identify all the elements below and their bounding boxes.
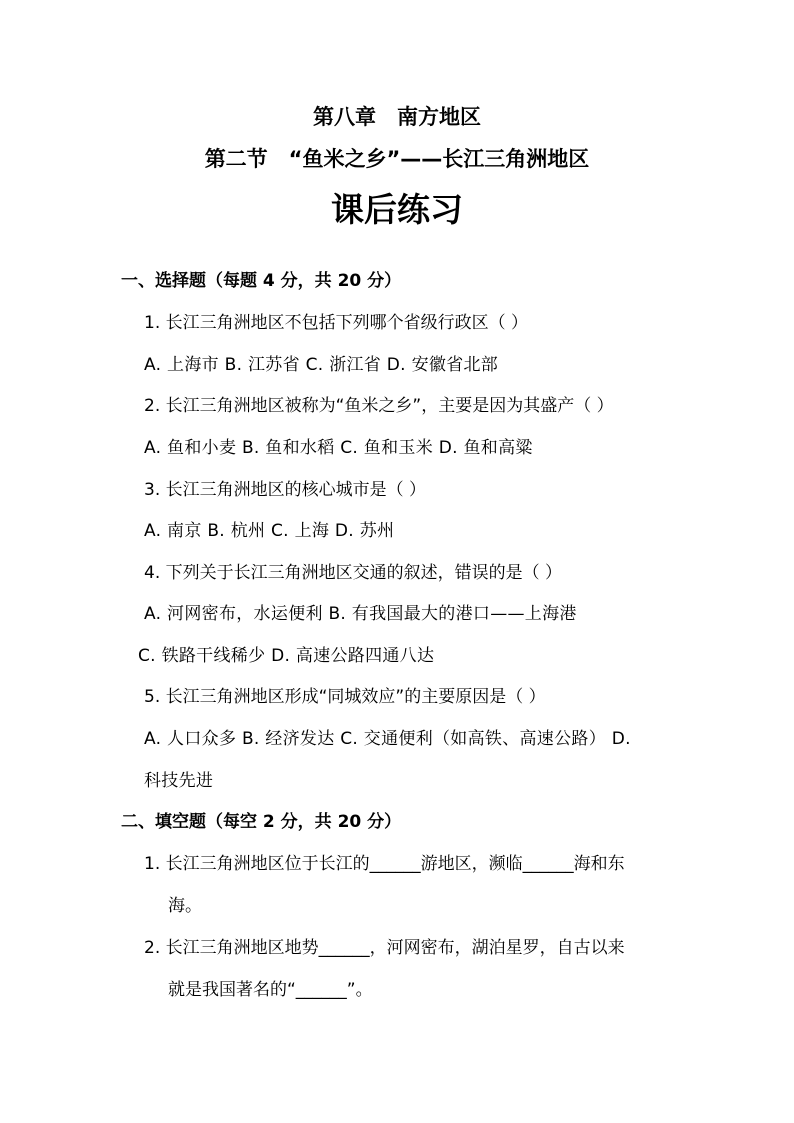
question-4-stem: 4. 下列关于长江三角洲地区交通的叙述，错误的是（ ） (144, 563, 563, 583)
part1-heading: 一、选择题（每题 4 分，共 20 分） (121, 271, 402, 291)
fill-question-1-line2: 海。 (168, 896, 202, 916)
fill-question-1-line1: 1. 长江三角洲地区位于长江的______游地区，濒临______海和东 (144, 854, 625, 874)
fill-question-2-line2: 就是我国著名的“______”。 (168, 980, 373, 1000)
question-5-options-line2: 科技先进 (144, 771, 214, 791)
question-1-stem: 1. 长江三角洲地区不包括下列哪个省级行政区（ ） (144, 313, 529, 333)
chapter-title: 第八章 南方地区 (313, 105, 481, 129)
question-5-stem: 5. 长江三角洲地区形成“同城效应”的主要原因是（ ） (144, 687, 546, 707)
question-4-options-line1: A. 河网密布，水运便利 B. 有我国最大的港口——上海港 (144, 604, 577, 624)
page-title: 课后练习 (331, 190, 463, 229)
question-1-options: A. 上海市 B. 江苏省 C. 浙江省 D. 安徽省北部 (144, 355, 499, 375)
question-2-options: A. 鱼和小麦 B. 鱼和水稻 C. 鱼和玉米 D. 鱼和高粱 (144, 438, 533, 458)
question-3-options: A. 南京 B. 杭州 C. 上海 D. 苏州 (144, 521, 395, 541)
question-2-stem: 2. 长江三角洲地区被称为“鱼米之乡”，主要是因为其盛产（ ） (144, 396, 614, 416)
question-3-stem: 3. 长江三角洲地区的核心城市是（ ） (144, 480, 427, 500)
question-5-options-line1: A. 人口众多 B. 经济发达 C. 交通便利（如高铁、高速公路） D. (144, 729, 631, 749)
question-4-options-line2: C. 铁路干线稀少 D. 高速公路四通八达 (138, 646, 435, 666)
section-title: 第二节 “鱼米之乡”——长江三角洲地区 (204, 147, 590, 171)
part2-heading: 二、填空题（每空 2 分，共 20 分） (121, 812, 402, 832)
fill-question-2-line1: 2. 长江三角洲地区地势______，河网密布，湖泊星罗，自古以来 (144, 938, 625, 958)
